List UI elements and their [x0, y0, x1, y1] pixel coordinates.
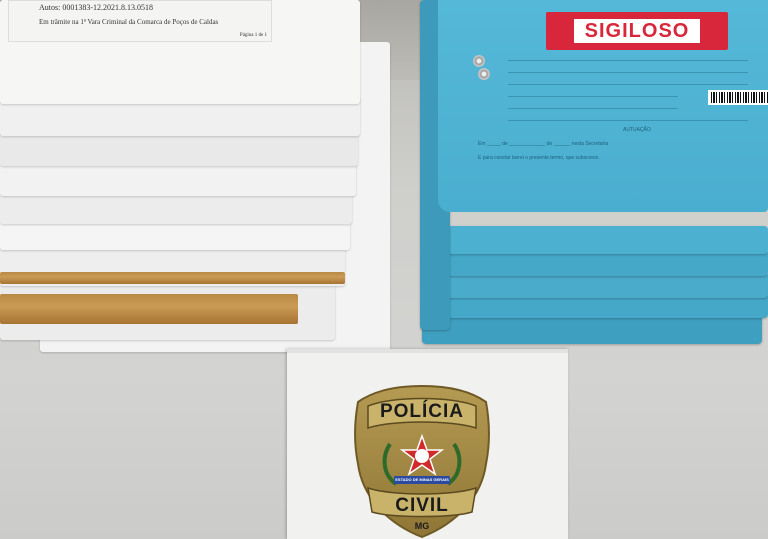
folder — [436, 226, 768, 254]
process-number: Autos: 0001383-12.2021.8.13.0518 — [39, 3, 153, 12]
form-line — [508, 60, 748, 61]
badge-civil: CIVIL — [395, 495, 449, 516]
white-envelope-stack — [0, 0, 400, 355]
fastener-eyelet-icon — [478, 68, 490, 80]
barcode-label — [708, 90, 768, 105]
badge-card-top-edge — [287, 349, 568, 353]
autuacao-line: Em _____ de _____________ de ______ nesta Secretaria — [478, 141, 609, 147]
form-line — [508, 96, 678, 97]
sigiloso-stamp — [546, 12, 728, 50]
policia-civil-badge — [352, 384, 492, 539]
stamp-text: SIGILOSO — [584, 19, 690, 42]
form-line — [508, 120, 748, 121]
envelope-label — [8, 0, 272, 42]
barcode-icon — [711, 92, 768, 103]
court-name: Em trâmite na 1ª Vara Criminal da Comarca de Poços de Caldas — [39, 18, 219, 26]
fastener-eyelet-icon — [473, 55, 485, 67]
form-line — [508, 84, 748, 85]
clause-text: E para constar lavrei o presente termo, que subscrevo. — [478, 155, 600, 161]
badge-state: MG — [414, 521, 430, 531]
blue-folder-stack — [410, 0, 768, 350]
packing-tape — [0, 272, 345, 284]
page-count: Página 1 de 1 — [239, 33, 267, 38]
packing-tape — [0, 294, 298, 324]
autuacao-heading: AUTUAÇÃO — [623, 127, 651, 133]
top-folder-cover — [438, 0, 768, 212]
stamp-box — [574, 19, 700, 43]
form-line — [508, 72, 748, 73]
form-line — [508, 108, 678, 109]
badge-title: POLÍCIA — [379, 401, 465, 422]
badge-ribbon-text: ESTADO DE MINAS GERAIS — [395, 477, 449, 482]
